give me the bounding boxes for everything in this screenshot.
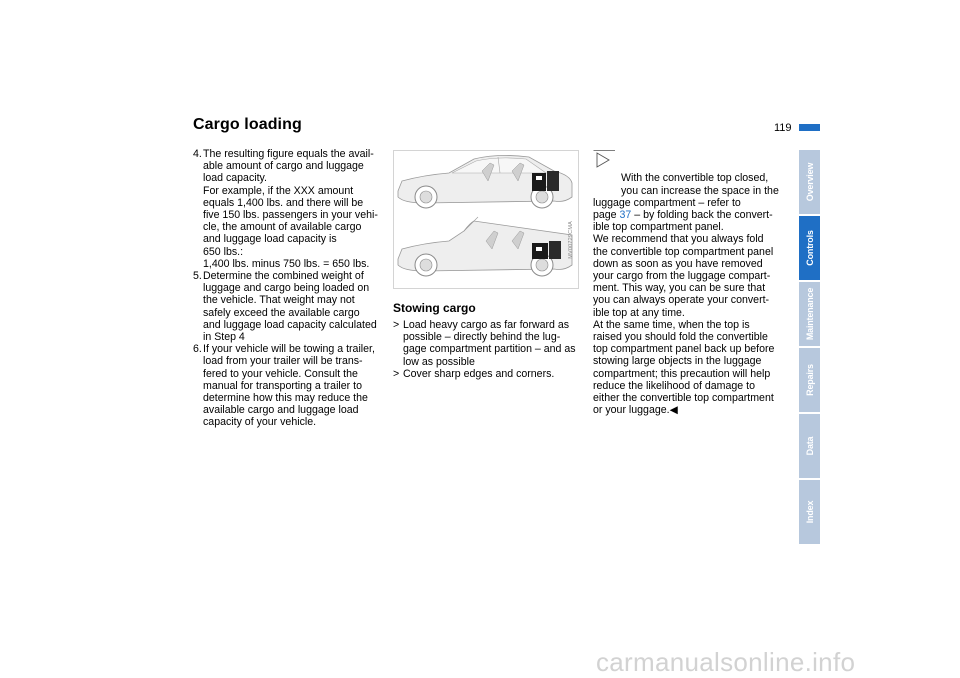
section-heading: Stowing cargo	[393, 301, 476, 315]
bullet-mark: >	[393, 367, 400, 380]
stowing-column	[393, 150, 579, 380]
step-6	[193, 343, 385, 428]
page-reference-link[interactable]: 37	[619, 209, 632, 222]
tab-label: Maintenance	[804, 287, 815, 341]
steps-column	[193, 148, 385, 429]
step-4	[193, 148, 385, 270]
note-block	[593, 148, 789, 416]
list-item-text: Load heavy cargo as far forward as possible – directly behind the lug- gage compartment partition – and as low as possible	[403, 319, 576, 368]
cargo-figure	[393, 150, 579, 289]
note-body: – by folding back the convert- ible top compartment panel. We recommend that you always fold the convertible top compartment panel down as soon as you have removed your cargo from the luggage compart- ment. This way, you can be sure that you can always operate your convert- ible top at any time. At the same time, when the top is raised you should fold the convertible top compartment panel back up before stowing large objects in the luggage compartment; this precaution will help reduce the likelihood of damage to either the convertible top compartment or your luggage.	[593, 209, 775, 417]
watermark: carmanualsonline.info	[596, 647, 856, 677]
tab-label: Data	[804, 436, 815, 456]
note-text: luggage compartment – refer to page	[593, 196, 741, 222]
list-item	[393, 368, 579, 380]
step-text: Determine the combined weight of luggage and cargo being loaded on the vehicle. That weight may not safely exceed the available cargo and luggage load capacity calculated in Step 4	[203, 270, 377, 344]
page-title: Cargo loading	[193, 116, 302, 133]
page-number: 119	[774, 122, 792, 134]
step-5	[193, 270, 385, 343]
bullet-mark: >	[393, 319, 400, 331]
convertible-car-drawing	[398, 217, 572, 276]
step-number: 4.	[193, 148, 202, 160]
stowing-list	[393, 319, 579, 380]
tab-repairs[interactable]	[799, 348, 820, 412]
step-text: If your vehicle will be towing a trailer, load from your trailer will be trans- fered to your vehicle. Consult the manual for transporting a trailer to determine how this may reduce the available cargo and luggage load capacity of your vehicle.	[203, 343, 375, 429]
note-intro: With the convertible top closed, you can increase the space in the	[621, 172, 779, 197]
tab-label: Controls	[804, 230, 815, 266]
tab-data[interactable]	[799, 414, 820, 478]
list-item-text: Cover sharp edges and corners.	[403, 367, 555, 380]
tab-index[interactable]	[799, 480, 820, 544]
page-marker	[799, 124, 820, 131]
tab-maintenance[interactable]	[799, 282, 820, 346]
end-mark-icon: ◀	[669, 404, 678, 417]
car-cargo-illustration	[394, 151, 578, 288]
tab-label: Index	[804, 500, 815, 524]
tab-label: Overview	[804, 162, 815, 202]
coupe-car-drawing	[398, 155, 572, 208]
note-triangle-icon	[593, 150, 617, 170]
section-tabs	[799, 150, 820, 546]
list-item	[393, 319, 579, 368]
step-text: The resulting figure equals the avail- able amount of cargo and luggage load capacity. For example, if the XXX amount equals 1,400 lbs. and there will be five 150 lbs. passengers in your vehi- cle, the amount of available cargo and luggage load capacity is 650 lbs.: 1,400 lbs. minus 750 lbs. = 650 lbs.	[203, 148, 378, 270]
tab-label: Repairs	[804, 364, 815, 396]
figure-code: MV00729CMA	[567, 221, 574, 259]
step-number: 5.	[193, 270, 202, 283]
tab-controls[interactable]	[799, 216, 820, 280]
step-number: 6.	[193, 343, 202, 356]
tab-overview[interactable]	[799, 150, 820, 214]
note-column	[593, 148, 789, 416]
